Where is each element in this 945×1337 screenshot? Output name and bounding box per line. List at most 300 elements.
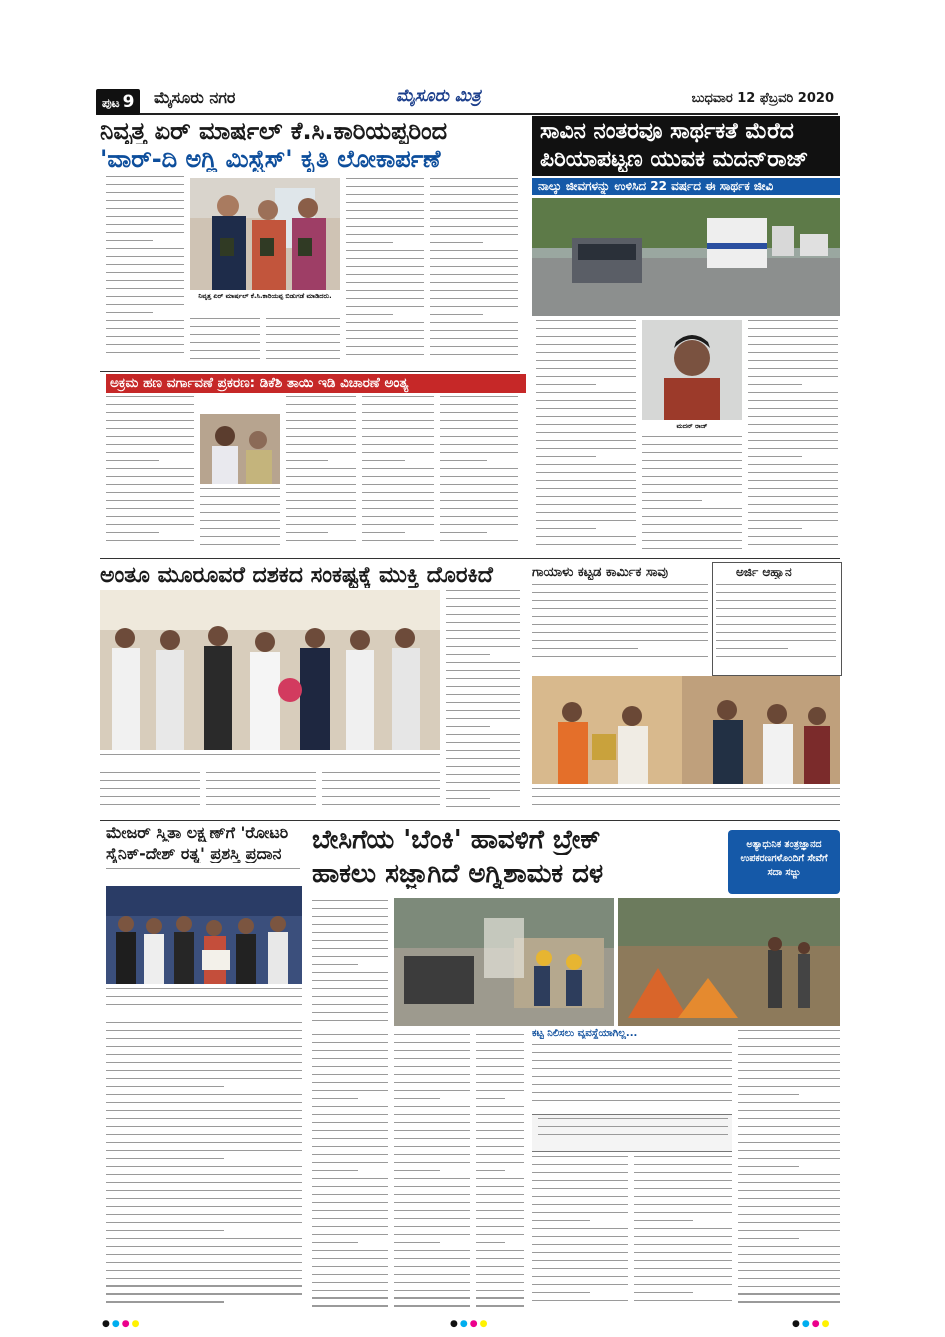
text-line — [446, 710, 520, 711]
headline-fire-1: ಬೇಸಿಗೆಯ 'ಬೆಂಕಿ' ಹಾವಳಿಗೆ ಬ್ರೇಕ್ — [312, 826, 601, 855]
text-line — [106, 288, 184, 289]
text-line — [440, 460, 487, 461]
text-line — [286, 452, 356, 453]
masthead — [96, 88, 838, 115]
text-line — [322, 788, 440, 789]
text-line — [286, 468, 356, 469]
text-line — [312, 1114, 388, 1115]
text-line — [106, 248, 184, 249]
text-line — [748, 376, 838, 377]
text-line — [476, 1154, 524, 1155]
print-registration-marks: ●●●● — [450, 1319, 490, 1329]
text-line — [106, 412, 194, 413]
text-line — [642, 524, 742, 525]
text-line — [532, 1252, 628, 1253]
text-line — [312, 1250, 388, 1251]
text-line — [634, 1212, 732, 1213]
body-text-column — [200, 488, 280, 554]
text-line — [446, 758, 520, 759]
text-line — [266, 342, 340, 343]
text-line — [532, 788, 840, 789]
text-line — [446, 686, 520, 687]
fire-quote-body — [532, 1044, 732, 1114]
text-line — [536, 528, 596, 529]
caption-madanraj: ಮದನ್ ರಾಜ್ — [676, 422, 708, 430]
text-line — [716, 608, 836, 609]
text-line — [362, 476, 434, 477]
text-line — [476, 1202, 524, 1203]
text-line — [106, 1174, 302, 1175]
body-text-column — [286, 396, 356, 554]
text-line — [532, 1300, 628, 1301]
text-line — [642, 500, 702, 501]
text-line — [394, 1098, 440, 1099]
text-line — [106, 996, 302, 997]
text-line — [200, 504, 280, 505]
text-line — [312, 948, 388, 949]
text-line — [748, 448, 838, 449]
text-line — [738, 1102, 840, 1103]
text-line — [738, 1038, 840, 1039]
text-line — [634, 1204, 732, 1205]
text-line — [106, 1022, 302, 1023]
text-line — [748, 336, 838, 337]
text-line — [312, 1194, 388, 1195]
text-line — [738, 1118, 840, 1119]
text-line — [634, 1164, 732, 1165]
text-line — [394, 1234, 470, 1235]
text-line — [200, 544, 280, 545]
photo-award-ceremony — [106, 886, 302, 984]
text-line — [642, 468, 742, 469]
text-line — [346, 242, 393, 243]
text-line — [440, 516, 518, 517]
text-line — [346, 346, 424, 347]
text-line — [394, 1178, 470, 1179]
text-line — [536, 544, 636, 545]
text-line — [106, 352, 184, 353]
text-line — [532, 1092, 732, 1093]
text-line — [634, 1228, 732, 1229]
text-line — [362, 468, 434, 469]
text-line — [532, 1172, 628, 1173]
text-line — [394, 1202, 470, 1203]
text-line — [642, 476, 742, 477]
text-line — [738, 1174, 840, 1175]
text-line — [394, 1138, 470, 1139]
text-line — [106, 1062, 302, 1063]
text-line — [430, 210, 518, 211]
text-line — [312, 956, 388, 957]
text-line — [322, 772, 440, 773]
text-line — [476, 1106, 524, 1107]
text-line — [446, 718, 520, 719]
text-line — [716, 624, 836, 625]
text-line — [716, 656, 836, 657]
text-line — [738, 1238, 799, 1239]
text-line — [476, 1162, 524, 1163]
text-line — [286, 428, 356, 429]
newspaper-logo: ಮೈಸೂರು ಮಿತ್ರ — [396, 86, 481, 106]
text-line — [748, 392, 838, 393]
text-line — [440, 540, 518, 541]
text-line — [536, 392, 636, 393]
text-line — [312, 1090, 388, 1091]
text-line — [446, 694, 520, 695]
text-line — [446, 654, 490, 655]
text-line — [536, 344, 636, 345]
text-line — [634, 1188, 732, 1189]
text-line — [346, 298, 424, 299]
text-line — [430, 186, 518, 187]
text-line — [106, 420, 194, 421]
text-line — [532, 1044, 732, 1045]
text-line — [106, 1285, 302, 1286]
body-text-column — [748, 320, 838, 556]
text-line — [286, 396, 356, 397]
text-line — [532, 608, 708, 609]
text-line — [312, 1146, 388, 1147]
body-text-column — [446, 590, 520, 818]
text-line — [394, 1170, 440, 1171]
text-line — [476, 1290, 524, 1291]
text-line — [738, 1246, 840, 1247]
text-line — [362, 396, 434, 397]
text-line — [738, 1206, 840, 1207]
text-line — [394, 1218, 470, 1219]
headline-organ-donor-1: ಸಾವಿನ ನಂತರವೂ ಸಾರ್ಥಕತೆ ಮೆರೆದ — [540, 120, 794, 144]
text-line — [634, 1268, 732, 1269]
caption-book-release: ನಿವೃತ್ತ ಏರ್ ಮಾರ್ಷಲ್ ಕೆ.ಸಿ.ಕಾರಿಯಪ್ಪ ಬಿಡುಗಡೆ ಮಾಡಿದರು. — [198, 292, 332, 300]
text-line — [532, 1260, 628, 1261]
headline-invitation: ಅರ್ಜಿ ಆಹ್ವಾನ — [736, 566, 792, 579]
text-line — [430, 178, 518, 179]
text-line — [716, 584, 836, 585]
text-line — [312, 1186, 388, 1187]
text-line — [346, 322, 424, 323]
text-line — [738, 1046, 840, 1047]
text-line — [106, 176, 184, 177]
text-line — [430, 314, 483, 315]
text-line — [532, 1284, 628, 1285]
divider — [100, 820, 840, 821]
text-line — [100, 754, 440, 755]
text-line — [748, 352, 838, 353]
text-line — [312, 972, 388, 973]
text-line — [106, 192, 184, 193]
text-line — [716, 632, 836, 633]
text-line — [200, 528, 280, 529]
text-line — [394, 1297, 470, 1298]
text-line — [266, 358, 340, 359]
text-line — [716, 640, 836, 641]
text-line — [634, 1292, 693, 1293]
body-text-column — [106, 176, 184, 366]
text-line — [346, 250, 424, 251]
text-line — [532, 1228, 628, 1229]
text-line — [286, 484, 356, 485]
text-line — [394, 1122, 470, 1123]
text-line — [200, 512, 280, 513]
text-line — [106, 1270, 302, 1271]
text-line — [536, 416, 636, 417]
text-line — [476, 1098, 505, 1099]
text-line — [100, 772, 200, 773]
text-line — [536, 488, 636, 489]
text-line — [634, 1236, 732, 1237]
text-line — [430, 234, 518, 235]
text-line — [532, 1068, 732, 1069]
body-text-column — [536, 320, 636, 556]
text-line — [748, 328, 838, 329]
photo-dk-mother — [200, 414, 280, 484]
text-line — [738, 1166, 799, 1167]
text-line — [312, 1098, 358, 1099]
issue-date: ಬುಧವಾರ 12 ಫೆಬ್ರವರಿ 2020 — [691, 91, 834, 106]
text-line — [532, 1268, 628, 1269]
text-line — [642, 532, 742, 533]
text-line — [106, 272, 184, 273]
text-line — [532, 1212, 628, 1213]
text-line — [440, 428, 518, 429]
text-line — [446, 790, 520, 791]
text-line — [106, 1070, 302, 1071]
text-line — [532, 1292, 590, 1293]
text-line — [106, 444, 194, 445]
text-line — [106, 1004, 302, 1005]
text-line — [748, 408, 838, 409]
text-line — [446, 670, 520, 671]
text-line — [190, 334, 260, 335]
text-line — [738, 1301, 840, 1302]
text-line — [346, 194, 424, 195]
text-line — [440, 484, 518, 485]
text-line — [106, 988, 302, 989]
text-line — [430, 290, 518, 291]
body-text-column — [312, 900, 388, 1030]
text-line — [106, 1054, 302, 1055]
text-line — [634, 1180, 732, 1181]
text-line — [440, 420, 518, 421]
text-line — [346, 354, 424, 355]
text-line — [362, 484, 434, 485]
text-line — [106, 1166, 302, 1167]
text-line — [532, 804, 840, 805]
body-text-column — [106, 1022, 302, 1312]
text-line — [532, 1164, 628, 1165]
text-line — [536, 408, 636, 409]
text-line — [312, 916, 388, 917]
text-line — [394, 1042, 470, 1043]
text-line — [286, 404, 356, 405]
text-line — [476, 1194, 524, 1195]
text-line — [346, 226, 424, 227]
text-line — [362, 444, 434, 445]
headline-air-marshal-1: ನಿವೃತ್ತ ಏರ್ ಮಾರ್ಷಲ್ ಕೆ.ಸಿ.ಕಾರಿಯಪ್ಪರಿಂದ — [100, 118, 448, 145]
text-line — [532, 656, 708, 657]
text-line — [532, 616, 708, 617]
text-line — [346, 274, 424, 275]
text-line — [286, 516, 356, 517]
text-line — [446, 750, 520, 751]
text-line — [716, 648, 788, 649]
text-line — [532, 584, 708, 585]
text-line — [532, 1276, 628, 1277]
text-line — [748, 440, 838, 441]
text-line — [286, 412, 356, 413]
text-line — [106, 868, 300, 869]
text-line — [106, 1158, 224, 1159]
text-line — [394, 1226, 470, 1227]
text-line — [312, 1106, 388, 1107]
text-line — [738, 1230, 840, 1231]
text-line — [716, 616, 836, 617]
text-line — [476, 1266, 524, 1267]
text-line — [738, 1293, 840, 1294]
text-line — [286, 508, 356, 509]
text-line — [536, 512, 636, 513]
body-text-column — [642, 436, 742, 556]
text-line — [394, 1114, 470, 1115]
text-line — [532, 1060, 732, 1061]
text-line — [738, 1126, 840, 1127]
headline-air-marshal-2: 'ವಾರ್-ದಿ ಅಗ್ಲಿ ಮಿಸ್ಟ್ರೆಸ್' ಕೃತಿ ಲೋಕಾರ್ಪಣೆ — [100, 146, 441, 173]
text-line — [536, 424, 636, 425]
text-line — [430, 274, 518, 275]
text-line — [106, 452, 194, 453]
photo-forest-fire — [618, 898, 840, 1026]
text-line — [476, 1042, 524, 1043]
text-line — [394, 1274, 470, 1275]
text-line — [476, 1186, 524, 1187]
text-line — [286, 420, 356, 421]
text-line — [476, 1210, 524, 1211]
text-line — [346, 186, 424, 187]
text-line — [476, 1066, 524, 1067]
text-line — [312, 1178, 388, 1179]
text-line — [312, 1042, 388, 1043]
text-line — [394, 1290, 470, 1291]
text-line — [748, 488, 838, 489]
text-line — [312, 924, 388, 925]
fire-quote-head: ಕಟ್ಟ ನಿಲಿಸಲು ವ್ಯವಸ್ಥೆಯಾಗಿಲ್ಲ... — [532, 1028, 638, 1039]
text-line — [748, 400, 838, 401]
text-line — [200, 536, 280, 537]
text-line — [106, 1278, 302, 1279]
text-line — [190, 350, 260, 351]
text-line — [286, 444, 356, 445]
text-line — [642, 516, 742, 517]
text-line — [748, 528, 802, 529]
text-line — [536, 360, 636, 361]
text-line — [738, 1222, 840, 1223]
text-line — [362, 532, 405, 533]
text-line — [106, 1086, 224, 1087]
text-line — [440, 436, 518, 437]
text-line — [748, 464, 838, 465]
text-line — [362, 500, 434, 501]
text-line — [476, 1122, 524, 1123]
text-line — [106, 280, 184, 281]
text-line — [476, 1178, 524, 1179]
text-line — [476, 1170, 505, 1171]
text-line — [106, 200, 184, 201]
text-line — [394, 1186, 470, 1187]
text-line — [394, 1034, 470, 1035]
text-line — [536, 520, 636, 521]
text-line — [446, 598, 520, 599]
text-line — [312, 1242, 358, 1243]
text-line — [536, 400, 636, 401]
text-line — [312, 1138, 388, 1139]
text-line — [446, 726, 490, 727]
text-line — [106, 1301, 224, 1302]
text-line — [532, 1084, 732, 1085]
divider — [100, 371, 520, 372]
headline-worker-death: ಗಾಯಾಳು ಕಟ್ಟಡ ಕಾರ್ಮಿಕ ಸಾವು — [532, 566, 668, 580]
text-line — [206, 772, 316, 773]
text-line — [106, 328, 184, 329]
text-line — [430, 250, 518, 251]
text-line — [362, 492, 434, 493]
text-line — [642, 508, 742, 509]
text-line — [266, 334, 340, 335]
text-line — [312, 900, 388, 901]
text-line — [394, 1210, 470, 1211]
text-line — [642, 436, 742, 437]
text-line — [748, 520, 838, 521]
text-line — [446, 590, 520, 591]
text-line — [266, 318, 340, 319]
text-line — [532, 624, 708, 625]
text-line — [106, 1206, 302, 1207]
text-line — [100, 804, 200, 805]
text-line — [634, 1300, 732, 1301]
text-line — [532, 1204, 628, 1205]
text-line — [106, 476, 194, 477]
text-line — [286, 500, 356, 501]
text-line — [536, 504, 636, 505]
text-line — [346, 290, 424, 291]
text-line — [716, 592, 836, 593]
text-line — [106, 336, 184, 337]
text-line — [476, 1146, 524, 1147]
text-line — [634, 1220, 693, 1221]
body-text-column — [532, 1156, 628, 1314]
text-line — [286, 476, 356, 477]
print-registration-marks: ●●●● — [792, 1319, 832, 1329]
text-line — [440, 500, 518, 501]
text-line — [106, 1293, 302, 1294]
text-line — [642, 548, 742, 549]
text-line — [476, 1074, 524, 1075]
text-line — [430, 330, 518, 331]
text-line — [476, 1114, 524, 1115]
photo-book-release — [190, 178, 340, 290]
text-line — [634, 1172, 732, 1173]
text-line — [538, 1134, 728, 1135]
text-line — [642, 460, 742, 461]
text-line — [748, 512, 838, 513]
text-line — [106, 1038, 302, 1039]
text-line — [312, 908, 388, 909]
text-line — [322, 780, 440, 781]
text-line — [446, 606, 520, 607]
text-line — [738, 1158, 840, 1159]
text-line — [312, 996, 388, 997]
text-line — [106, 1078, 302, 1079]
text-line — [446, 662, 520, 663]
